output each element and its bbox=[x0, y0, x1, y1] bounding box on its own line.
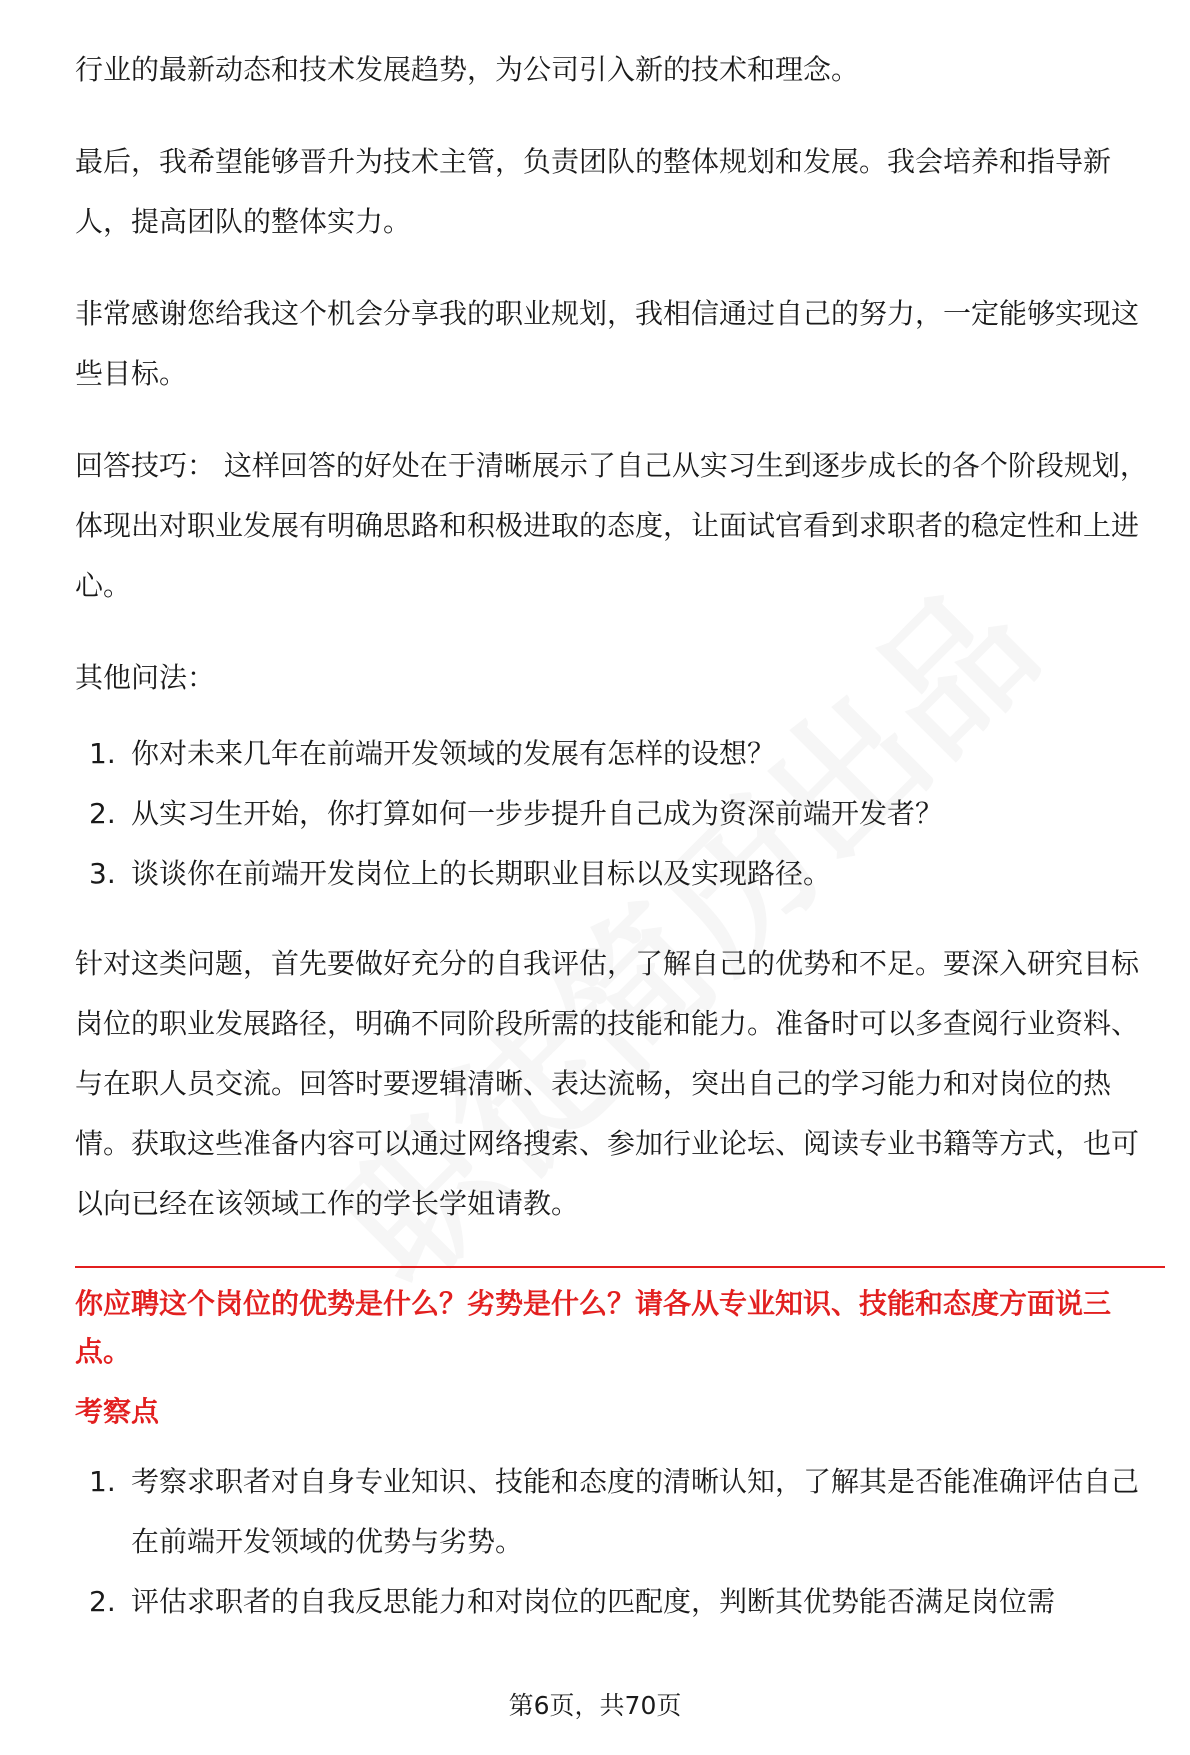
paragraph: 行业的最新动态和技术发展趋势，为公司引入新的技术和理念。 bbox=[75, 53, 860, 86]
list-number: 1. bbox=[89, 1465, 116, 1498]
list-item-text: 谈谈你在前端开发岗位上的长期职业目标以及实现路径。 bbox=[131, 857, 832, 890]
list-number: 1. bbox=[89, 737, 116, 770]
other-questions-label: 其他问法： bbox=[75, 661, 216, 694]
assessment-points-list bbox=[75, 1452, 1165, 1632]
list-item bbox=[75, 844, 1165, 904]
question-title: 你应聘这个岗位的优势是什么？劣势是什么？请各从专业知识、技能和态度方面说三点。 bbox=[75, 1287, 1112, 1368]
list-item bbox=[75, 1572, 1165, 1632]
list-item-text: 从实习生开始，你打算如何一步步提升自己成为资深前端开发者？ bbox=[131, 797, 944, 830]
answer-tips-paragraph: 回答技巧： 这样回答的好处在于清晰展示了自己从实习生到逐步成长的各个阶段规划，体现出对职业发展有明确思路和积极进取的态度，让面试官看到求职者的稳定性和上进心。 bbox=[75, 449, 1148, 602]
list-number: 2. bbox=[89, 1585, 116, 1618]
list-item bbox=[75, 784, 1165, 844]
paragraph: 非常感谢您给我这个机会分享我的职业规划，我相信通过自己的努力，一定能够实现这些目标。 bbox=[75, 297, 1140, 390]
paragraph: 最后，我希望能够晋升为技术主管，负责团队的整体规划和发展。我会培养和指导新人，提高团队的整体实力。 bbox=[75, 145, 1112, 238]
list-number: 2. bbox=[89, 797, 116, 830]
list-number: 3. bbox=[89, 857, 116, 890]
list-item bbox=[75, 1452, 1165, 1572]
list-item-text: 考察求职者对自身专业知识、技能和态度的清晰认知，了解其是否能准确评估自己在前端开发领域的优势与劣势。 bbox=[131, 1465, 1140, 1558]
page-footer: 第6页，共70页 bbox=[508, 1691, 682, 1720]
other-questions-list bbox=[75, 724, 1165, 904]
page-content bbox=[75, 40, 1165, 1662]
section-divider bbox=[75, 1266, 1165, 1268]
list-item-text: 你对未来几年在前端开发领域的发展有怎样的设想？ bbox=[131, 737, 776, 770]
advice-paragraph: 针对这类问题，首先要做好充分的自我评估，了解自己的优势和不足。要深入研究目标岗位的职业发展路径，明确不同阶段所需的技能和能力。准备时可以多查阅行业资料、与在职人员交流。回答时要逻辑清晰、表达流畅，突出自己的学习能力和对岗位的热情。获取这些准备内容可以通过网络搜索、参加行业论坛、阅读专业书籍等方式，也可以向已经在该领域工作的学长学姐请教。 bbox=[75, 947, 1140, 1220]
list-item-text: 评估求职者的自我反思能力和对岗位的匹配度，判断其优势能否满足岗位需 bbox=[131, 1585, 1056, 1618]
section-subheading: 考察点 bbox=[75, 1395, 160, 1428]
list-item bbox=[75, 724, 1165, 784]
